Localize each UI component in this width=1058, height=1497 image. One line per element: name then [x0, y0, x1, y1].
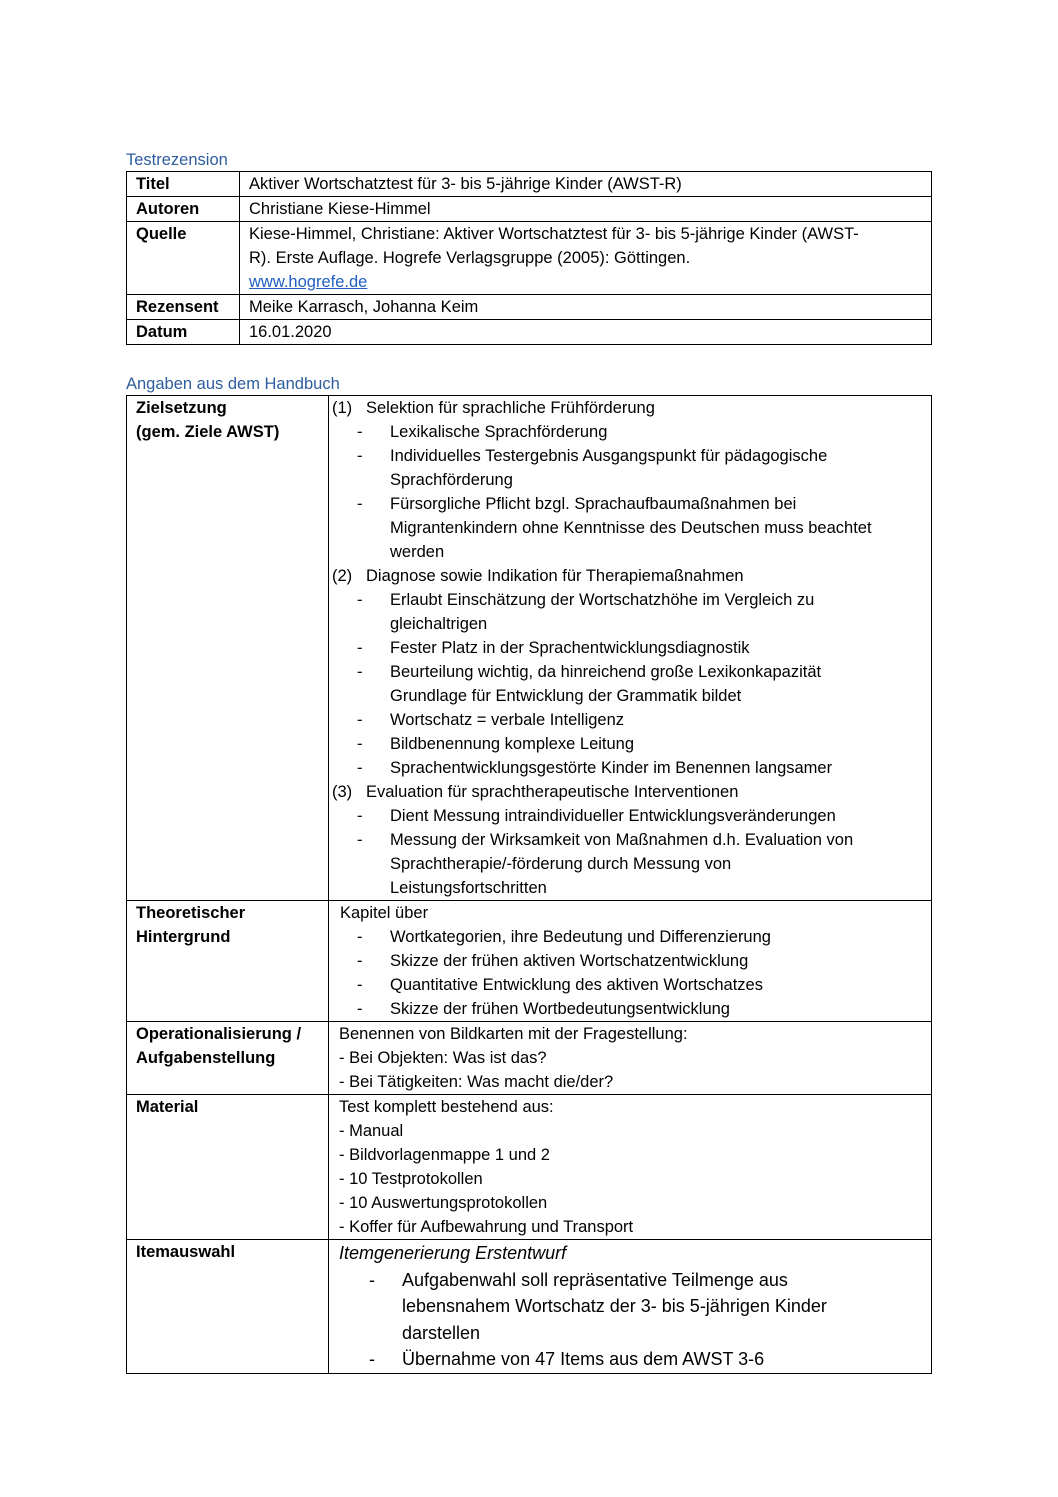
quelle-line: R). Erste Auflage. Hogrefe Verlagsgruppe (2005): Göttingen. [249, 249, 691, 267]
row-value-quelle [240, 222, 932, 295]
text-line: - Koffer für Aufbewahrung und Transport [339, 1218, 634, 1236]
table-row [127, 1240, 932, 1374]
handbook-table [126, 395, 932, 1374]
text-line: - Manual [339, 1122, 404, 1140]
row-label-itemauswahl: Itemauswahl [127, 1240, 329, 1374]
label-line: Theoretischer [136, 904, 246, 922]
goal-heading: (3) Evaluation für sprachtherapeutische Interventionen [332, 783, 739, 801]
list-item: - Übernahme von 47 Items aus dem AWST 3-6 [369, 1349, 765, 1369]
text-line: - 10 Auswertungsprotokollen [339, 1194, 548, 1212]
list-item: - Quantitative Entwicklung des aktiven Wortschatzes [357, 976, 763, 994]
row-label-hintergrund [127, 901, 329, 1022]
table-row [127, 396, 932, 901]
list-item: - Bildbenennung komplexe Leitung [357, 735, 635, 753]
chapter-intro: Kapitel über [340, 904, 429, 922]
table-row [127, 320, 932, 345]
list-item: - Beurteilung wichtig, da hinreichend große Lexikonkapazität Grundlage für Entwicklung der Grammatik bildet [357, 663, 822, 705]
text-line: Test komplett bestehend aus: [339, 1098, 554, 1116]
row-value-itemauswahl [329, 1240, 932, 1374]
list-item: - Wortkategorien, ihre Bedeutung und Differenzierung [357, 928, 771, 946]
text-line: - Bei Tätigkeiten: Was macht die/der? [339, 1073, 614, 1091]
list-item: - Skizze der frühen aktiven Wortschatzentwicklung [357, 952, 749, 970]
list-item: - Messung der Wirksamkeit von Maßnahmen d.h. Evaluation von Sprachtherapie/-förderung durch Messung von Leistungsfortschritten [357, 831, 854, 897]
row-label-operationalisierung [127, 1022, 329, 1095]
row-value-datum: 16.01.2020 [240, 320, 932, 345]
row-label-material: Material [127, 1095, 329, 1240]
list-item: - Aufgabenwahl soll repräsentative Teilmenge aus lebensnahem Wortschatz der 3- bis 5-jährigen Kinder darstellen [369, 1269, 827, 1343]
text-line: Benennen von Bildkarten mit der Fragestellung: [339, 1025, 688, 1043]
list-item: - Fester Platz in der Sprachentwicklungsdiagnostik [357, 639, 750, 657]
label-line: Zielsetzung [136, 399, 227, 417]
table-row [127, 197, 932, 222]
table-row [127, 1095, 932, 1240]
label-line: Operationalisierung / [136, 1025, 302, 1043]
goal-heading: (1) Selektion für sprachliche Frühförderung [332, 399, 655, 417]
list-item: - Skizze der frühen Wortbedeutungsentwicklung [357, 1000, 730, 1018]
label-line: (gem. Ziele AWST) [136, 423, 280, 441]
text-line: - Bei Objekten: Was ist das? [339, 1049, 547, 1067]
itemauswahl-intro: Itemgenerierung Erstentwurf [339, 1243, 567, 1263]
list-item: - Sprachentwicklungsgestörte Kinder im Benennen langsamer [357, 759, 833, 777]
table-row [127, 901, 932, 1022]
row-value-autoren: Christiane Kiese-Himmel [240, 197, 932, 222]
list-item: - Individuelles Testergebnis Ausgangspunkt für pädagogische Sprachförderung [357, 447, 828, 489]
label-line: Aufgabenstellung [136, 1049, 276, 1067]
table-row [127, 1022, 932, 1095]
section-heading-handbuch: Angaben aus dem Handbuch [126, 375, 340, 393]
row-label-titel: Titel [127, 172, 240, 197]
row-label-quelle: Quelle [127, 222, 240, 295]
row-label-autoren: Autoren [127, 197, 240, 222]
list-item: - Wortschatz = verbale Intelligenz [357, 711, 625, 729]
quelle-line: Kiese-Himmel, Christiane: Aktiver Wortschatztest für 3- bis 5-jährige Kinder (AWST- [249, 225, 859, 243]
row-value-rezensent: Meike Karrasch, Johanna Keim [240, 295, 932, 320]
table-row [127, 172, 932, 197]
label-line: Hintergrund [136, 928, 231, 946]
row-label-datum: Datum [127, 320, 240, 345]
section-heading-testrezension: Testrezension [126, 151, 228, 169]
hogrefe-link[interactable]: www.hogrefe.de [249, 273, 368, 291]
table-row [127, 222, 932, 295]
list-item: - Fürsorgliche Pflicht bzgl. Sprachaufbaumaßnahmen bei Migrantenkindern ohne Kenntnisse des Deutschen muss beachtet werden [357, 495, 872, 561]
row-label-zielsetzung [127, 396, 329, 901]
row-value-hintergrund [329, 901, 932, 1022]
row-value-zielsetzung [329, 396, 932, 901]
review-info-table [126, 171, 932, 345]
row-value-operationalisierung [329, 1022, 932, 1095]
text-line: - Bildvorlagenmappe 1 und 2 [339, 1146, 550, 1164]
row-value-material [329, 1095, 932, 1240]
list-item: - Dient Messung intraindividueller Entwicklungsveränderungen [357, 807, 836, 825]
list-item: - Erlaubt Einschätzung der Wortschatzhöhe im Vergleich zu gleichaltrigen [357, 591, 815, 633]
row-value-titel: Aktiver Wortschatztest für 3- bis 5-jährige Kinder (AWST-R) [240, 172, 932, 197]
list-item: - Lexikalische Sprachförderung [357, 423, 608, 441]
row-label-rezensent: Rezensent [127, 295, 240, 320]
text-line: - 10 Testprotokollen [339, 1170, 483, 1188]
goal-heading: (2) Diagnose sowie Indikation für Therapiemaßnahmen [332, 567, 744, 585]
table-row [127, 295, 932, 320]
